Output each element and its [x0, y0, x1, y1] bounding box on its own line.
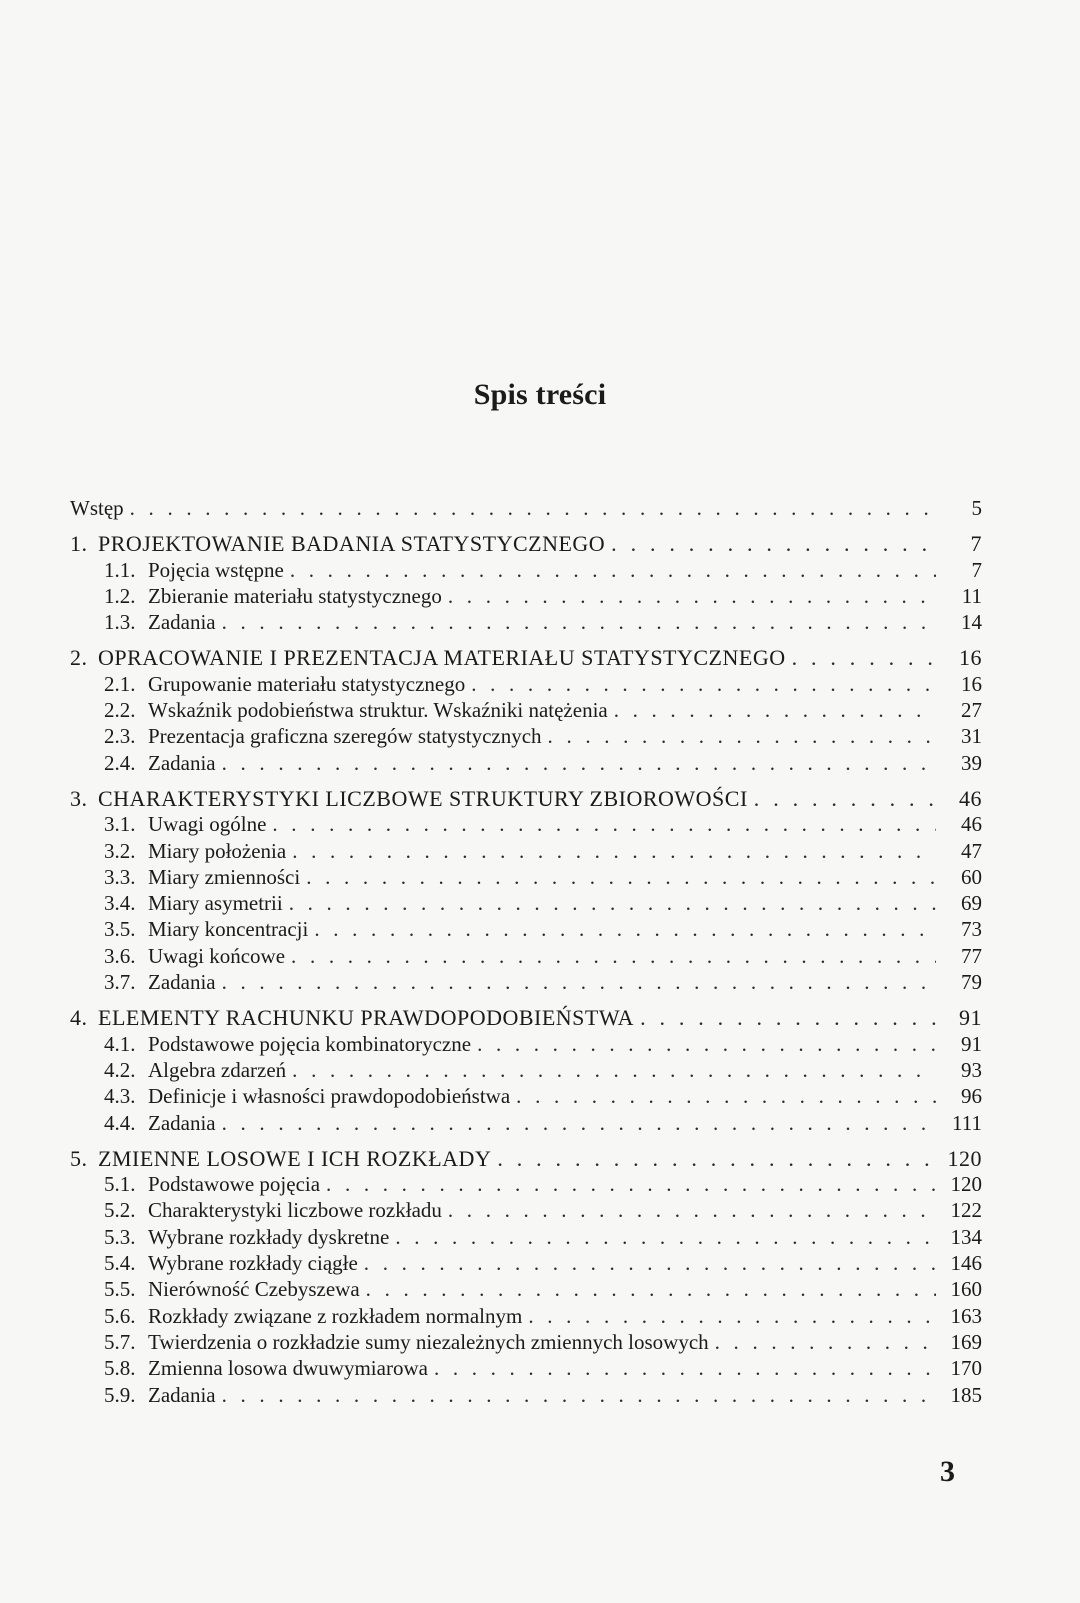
toc-entry-label: Grupowanie materiału statystycznego [148, 671, 466, 696]
dot-leader [715, 1330, 936, 1355]
toc-entry [70, 891, 982, 917]
dot-leader [290, 558, 936, 583]
dot-leader [130, 496, 936, 521]
toc-entry-number: 5.4. [104, 1251, 136, 1276]
toc-entry-number: 3.4. [104, 891, 136, 916]
toc-entry [70, 1111, 982, 1137]
toc-entry [70, 610, 982, 636]
toc-entry-page: 120 [947, 1145, 982, 1171]
toc-entry-number: 3.6. [104, 943, 136, 968]
toc-entry-number: 2.1. [104, 671, 136, 696]
dot-leader [611, 531, 936, 557]
toc-entry-page: 91 [959, 1005, 982, 1031]
toc-entry-page: 5 [971, 496, 982, 520]
toc-entry-number: 2.4. [104, 750, 136, 775]
toc-entry-label: Zadania [148, 750, 216, 775]
toc-entry-page: 11 [961, 583, 982, 608]
page-title: Spis treści [473, 378, 607, 411]
dot-leader [516, 1084, 936, 1109]
toc-entry [70, 496, 982, 522]
toc-entry-page: 14 [961, 610, 982, 635]
toc-entry [70, 1058, 982, 1084]
toc-entry-number: 3. [70, 785, 88, 811]
toc-entry [70, 1005, 982, 1031]
toc-entry [70, 917, 982, 943]
dot-leader [471, 672, 936, 697]
dot-leader [497, 1146, 936, 1172]
toc-entry-number: 1.3. [104, 610, 136, 635]
toc-entry-label: Prezentacja graficzna szeregów statystycznych [148, 724, 542, 749]
toc-entry-number: 5.7. [104, 1329, 136, 1354]
toc-entry-number: 5.8. [104, 1356, 136, 1381]
dot-leader [292, 1058, 936, 1083]
toc-entry-label: Miary zmienności [148, 864, 301, 889]
toc-entry-label: Wybrane rozkłady dyskretne [148, 1224, 390, 1249]
toc-entry [70, 1225, 982, 1251]
toc-entry [70, 645, 982, 671]
toc-entry-number: 5.3. [104, 1224, 136, 1249]
toc-entry [70, 584, 982, 610]
toc-entry-page: 134 [950, 1224, 982, 1249]
toc-entry-number: 5.6. [104, 1303, 136, 1328]
toc-entry [70, 1146, 982, 1172]
toc-entry-label: Miary asymetrii [148, 891, 283, 916]
toc-entry-label: Nierówność Czebyszewa [148, 1277, 360, 1302]
toc-entry-page: 69 [961, 891, 982, 916]
toc-entry-page: 39 [961, 750, 982, 775]
toc-entry-number: 4.2. [104, 1057, 136, 1082]
toc-entry-label: Wskaźnik podobieństwa struktur. Wskaźniki natężenia [148, 698, 608, 723]
toc-entry-number: 3.2. [104, 838, 136, 863]
toc-entry [70, 1251, 982, 1277]
toc-entry-number: 5.5. [104, 1277, 136, 1302]
toc-entry-label: ELEMENTY RACHUNKU PRAWDOPODOBIEŃSTWA [98, 1005, 635, 1031]
toc-entry-page: 47 [961, 838, 982, 863]
toc-entry-page: 185 [950, 1382, 982, 1407]
dot-leader [528, 1304, 936, 1329]
toc-entry-label: Wybrane rozkłady ciągłe [148, 1251, 358, 1276]
dot-leader [291, 944, 936, 969]
dot-leader [314, 917, 936, 942]
table-of-contents [70, 496, 982, 1409]
toc-entry-page: 60 [961, 864, 982, 889]
toc-entry-number: 5.2. [104, 1198, 136, 1223]
toc-entry-label: Zadania [148, 970, 216, 995]
toc-entry-number: 2. [70, 645, 88, 671]
toc-entry-number: 3.5. [104, 917, 136, 942]
dot-leader [448, 1198, 936, 1223]
toc-entry-number: 3.7. [104, 970, 136, 995]
toc-entry-label: Charakterystyki liczbowe rozkładu [148, 1198, 442, 1223]
toc-entry [70, 1304, 982, 1330]
toc-entry-label: Uwagi ogólne [148, 812, 267, 837]
toc-entry-number: 3.1. [104, 812, 136, 837]
toc-entry-label: Zadania [148, 610, 216, 635]
dot-leader [477, 1032, 936, 1057]
dot-leader [222, 1111, 936, 1136]
toc-entry-label: Wstęp [70, 496, 124, 520]
dot-leader [289, 891, 936, 916]
toc-entry [70, 1032, 982, 1058]
toc-entry [70, 698, 982, 724]
toc-entry-page: 170 [950, 1356, 982, 1381]
toc-entry-number: 4.3. [104, 1084, 136, 1109]
toc-entry-page: 163 [950, 1303, 982, 1328]
dot-leader [222, 970, 936, 995]
toc-entry-page: 160 [950, 1277, 982, 1302]
toc-entry-page: 93 [961, 1057, 982, 1082]
toc-entry [70, 531, 982, 557]
toc-entry-page: 16 [959, 645, 982, 671]
toc-entry [70, 786, 982, 812]
toc-entry-page: 77 [961, 943, 982, 968]
toc-entry-page: 46 [961, 812, 982, 837]
toc-entry-number: 1. [70, 531, 88, 557]
toc-entry-number: 4.1. [104, 1031, 136, 1056]
toc-entry-label: PROJEKTOWANIE BADANIA STATYSTYCZNEGO [98, 531, 606, 557]
dot-leader [395, 1225, 936, 1250]
toc-entry-page: 169 [950, 1329, 982, 1354]
toc-entry-label: Pojęcia wstępne [148, 557, 284, 582]
toc-entry [70, 812, 982, 838]
toc-entry-label: Miary koncentracji [148, 917, 309, 942]
toc-entry-label: Algebra zdarzeń [148, 1057, 287, 1082]
toc-entry-page: 122 [950, 1198, 982, 1223]
toc-entry-label: CHARAKTERYSTYKI LICZBOWE STRUKTURY ZBIOROWOŚCI [98, 785, 748, 811]
dot-leader [222, 610, 936, 635]
toc-entry [70, 1277, 982, 1303]
dot-leader [434, 1356, 936, 1381]
toc-entry [70, 839, 982, 865]
toc-entry-page: 120 [950, 1172, 982, 1197]
toc-entry-number: 3.3. [104, 864, 136, 889]
toc-entry-page: 146 [950, 1251, 982, 1276]
toc-entry-page: 31 [961, 724, 982, 749]
toc-entry-number: 2.3. [104, 724, 136, 749]
toc-entry [70, 724, 982, 750]
toc-entry [70, 970, 982, 996]
toc-entry-label: Definicje i własności prawdopodobieństwa [148, 1084, 511, 1109]
toc-entry-number: 1.1. [104, 557, 136, 582]
toc-entry-page: 96 [961, 1084, 982, 1109]
toc-entry [70, 558, 982, 584]
dot-leader [448, 584, 936, 609]
dot-leader [326, 1172, 936, 1197]
toc-entry-label: Rozkłady związane z rozkładem normalnym [148, 1303, 523, 1328]
dot-leader [640, 1005, 936, 1031]
dot-leader [366, 1277, 936, 1302]
toc-entry-label: Zadania [148, 1382, 216, 1407]
toc-entry [70, 1383, 982, 1409]
toc-entry-number: 5.9. [104, 1382, 136, 1407]
toc-entry [70, 1356, 982, 1382]
toc-entry-page: 7 [971, 557, 982, 582]
dot-leader [792, 645, 936, 671]
dot-leader [614, 698, 936, 723]
toc-entry [70, 1172, 982, 1198]
toc-entry-page: 79 [961, 970, 982, 995]
toc-entry [70, 1330, 982, 1356]
toc-entry [70, 751, 982, 777]
dot-leader [364, 1251, 936, 1276]
toc-entry-label: Uwagi końcowe [148, 943, 286, 968]
dot-leader [222, 751, 936, 776]
toc-entry-page: 46 [959, 785, 982, 811]
toc-entry-page: 16 [961, 671, 982, 696]
toc-entry-label: Miary położenia [148, 838, 287, 863]
page-number: 3 [940, 1455, 955, 1488]
toc-entry [70, 1084, 982, 1110]
toc-entry-number: 4. [70, 1005, 88, 1031]
toc-entry-number: 1.2. [104, 583, 136, 608]
toc-entry [70, 865, 982, 891]
dot-leader [272, 812, 936, 837]
toc-entry-label: ZMIENNE LOSOWE I ICH ROZKŁADY [98, 1145, 492, 1171]
toc-entry-page: 91 [961, 1031, 982, 1056]
toc-entry-page: 7 [970, 531, 982, 557]
toc-entry-label: Twierdzenia o rozkładzie sumy niezależnych zmiennych losowych [148, 1329, 709, 1354]
toc-entry-page: 27 [961, 698, 982, 723]
toc-entry-number: 4.4. [104, 1110, 136, 1135]
toc-entry-label: Zmienna losowa dwuwymiarowa [148, 1356, 428, 1381]
dot-leader [306, 865, 936, 890]
toc-entry-number: 5.1. [104, 1172, 136, 1197]
toc-entry-page: 111 [952, 1110, 982, 1135]
dot-leader [754, 786, 936, 812]
toc-entry-label: OPRACOWANIE I PREZENTACJA MATERIAŁU STATYSTYCZNEGO [98, 645, 786, 671]
dot-leader [548, 724, 936, 749]
dot-leader [292, 839, 936, 864]
toc-entry [70, 944, 982, 970]
toc-entry-number: 2.2. [104, 698, 136, 723]
toc-entry-number: 5. [70, 1145, 88, 1171]
toc-entry [70, 1198, 982, 1224]
toc-entry-label: Podstawowe pojęcia [148, 1172, 321, 1197]
toc-entry-label: Zbieranie materiału statystycznego [148, 583, 442, 608]
toc-entry-page: 73 [961, 917, 982, 942]
dot-leader [222, 1383, 936, 1408]
toc-entry-label: Podstawowe pojęcia kombinatoryczne [148, 1031, 472, 1056]
toc-entry [70, 672, 982, 698]
toc-entry-label: Zadania [148, 1110, 216, 1135]
